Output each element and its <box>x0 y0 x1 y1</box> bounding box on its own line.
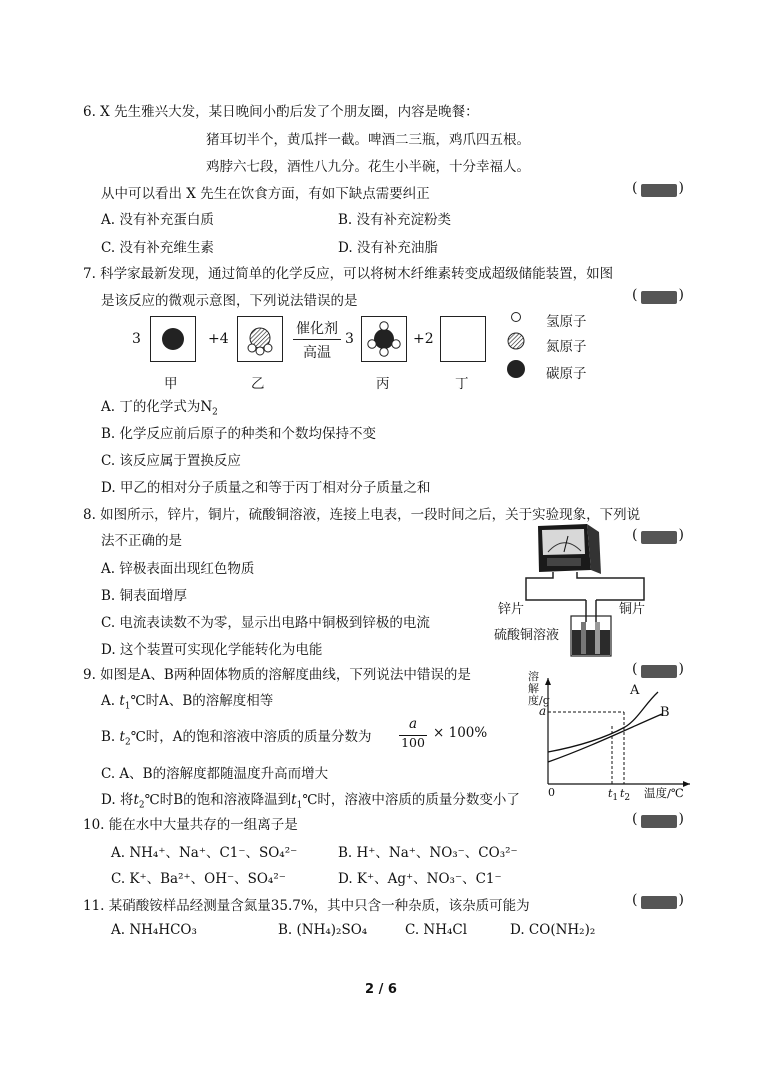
q10-answer-box <box>632 813 684 831</box>
redaction-block <box>641 815 677 828</box>
q8-stem-line2: 法不正确的是 <box>101 533 182 549</box>
q6-stem: 6. X 先生雅兴大发，某日晚间小酌后发了个朋友圈，内容是晚餐： <box>83 104 479 120</box>
q9-a-prefix: A. <box>101 693 116 709</box>
q8-option-a: A. 锌极表面出现红色物质 <box>101 561 255 577</box>
q9-a-t-sub: 1 <box>124 701 131 712</box>
page-number: 2 / 6 <box>365 982 397 997</box>
bracket-left: ( <box>632 661 638 677</box>
molecule-box-jia <box>150 316 196 362</box>
methane-molecule-icon <box>362 317 406 361</box>
solubility-graph <box>530 672 700 802</box>
q7-answer-box <box>632 289 684 307</box>
bracket-left: ( <box>632 527 638 543</box>
graph-t1-letter: t <box>608 787 613 800</box>
condition-catalyst: 催化剂 <box>296 321 338 337</box>
graph-origin: 0 <box>548 786 555 799</box>
q9-b-t: t <box>119 729 125 745</box>
q6-poem-line2: 鸡脖六七段，酒性八九分。花生小半碗，十分幸福人。 <box>206 159 530 175</box>
bracket-right: ) <box>678 527 684 543</box>
molecule-box-yi <box>237 316 283 362</box>
q7-option-d: D. 甲乙的相对分子质量之和等于丙丁相对分子质量之和 <box>101 480 431 496</box>
q6-poem-line1: 猪耳切半个，黄瓜拌一截。啤酒二三瓶，鸡爪四五根。 <box>206 132 530 148</box>
q7-stem-line1: 7. 科学家最新发现，通过简单的化学反应，可以将树木纤维素转变成超级储能装置，如图 <box>83 266 614 282</box>
q9-d-prefix: D. 将 <box>101 792 134 808</box>
redaction-block <box>641 896 677 909</box>
bracket-right: ) <box>678 892 684 908</box>
graph-t2 <box>620 787 630 803</box>
molecule-box-ding <box>440 316 486 362</box>
q10-stem: 10. 能在水中大量共存的一组离子是 <box>83 817 298 833</box>
q10-option-b: B. H⁺、Na⁺、NO₃⁻、CO₃²⁻ <box>338 845 518 861</box>
q11-option-d: D. CO(NH₂)₂ <box>510 922 596 938</box>
atom-legend-icons <box>503 311 529 381</box>
coef-ding: +2 <box>413 331 434 347</box>
label-copper-sulfate: 硫酸铜溶液 <box>494 628 560 643</box>
q9-b-num: a <box>408 716 418 732</box>
q9-b-prefix: B. <box>101 729 116 745</box>
q7-stem-line2: 是该反应的微观示意图，下列说法错误的是 <box>101 293 358 309</box>
graph-xlabel: 温度/℃ <box>644 786 684 800</box>
q8-option-b: B. 铜表面增厚 <box>101 588 188 604</box>
q8-option-d: D. 这个装置可实现化学能转化为电能 <box>101 642 323 658</box>
q11-answer-box <box>632 894 684 912</box>
bracket-left: ( <box>632 811 638 827</box>
q9-a-t: t <box>119 693 125 709</box>
q9-option-d <box>101 788 520 811</box>
q7-option-c: C. 该反应属于置换反应 <box>101 453 241 469</box>
bracket-left: ( <box>632 180 638 196</box>
ammonia-molecule-icon <box>238 317 282 361</box>
graph-t1-sub: 1 <box>612 793 619 804</box>
carbon-atom-icon <box>151 317 195 361</box>
q10-option-d: D. K⁺、Ag⁺、NO₃⁻、C1⁻ <box>338 871 502 887</box>
label-jia: 甲 <box>164 376 178 392</box>
q9-d-t2-sub: 2 <box>138 800 145 811</box>
molecule-box-bing <box>361 316 407 362</box>
q9-b-fraction-num <box>399 716 427 732</box>
curve-b-label: B <box>660 705 670 720</box>
curve-a <box>548 692 658 752</box>
q10-option-a: A. NH₄⁺、Na⁺、C1⁻、SO₄²⁻ <box>111 845 298 861</box>
coef-bing: 3 <box>345 331 354 347</box>
graph-t1 <box>608 787 618 803</box>
label-bing: 丙 <box>376 376 390 392</box>
q9-b-text: ℃时，A的饱和溶液中溶质的质量分数为 <box>130 729 372 745</box>
q7-option-a <box>101 395 218 418</box>
legend-hydrogen: 氢原子 <box>546 314 587 330</box>
bracket-right: ) <box>678 287 684 303</box>
q9-b-suffix: × 100% <box>433 725 488 741</box>
redaction-block <box>641 184 677 197</box>
label-copper: 铜片 <box>619 602 646 617</box>
q9-option-b <box>101 725 372 748</box>
q10-option-c: C. K⁺、Ba²⁺、OH⁻、SO₄²⁻ <box>111 871 286 887</box>
q6-question: 从中可以看出 X 先生在饮食方面，有如下缺点需要纠正 <box>101 186 430 202</box>
graph-a-label: a <box>539 704 547 718</box>
graph-t2-letter: t <box>620 787 625 800</box>
q11-option-a: A. NH₄HCO₃ <box>111 922 197 938</box>
curve-b <box>548 714 662 762</box>
graph-ylabel: 溶解度/g <box>528 670 550 707</box>
bracket-right: ) <box>678 180 684 196</box>
q6-answer-box <box>632 182 684 200</box>
q6-option-d: D. 没有补充油脂 <box>338 240 438 256</box>
bracket-left: ( <box>632 892 638 908</box>
q9-d-mid: ℃时B的饱和溶液降温到 <box>144 792 292 808</box>
q11-option-c: C. NH₄Cl <box>405 922 468 938</box>
q9-a-text: ℃时A、B的溶解度相等 <box>130 693 274 709</box>
reaction-arrow-line <box>293 339 341 340</box>
q9-d-text: ℃时，溶液中溶质的质量分数变小了 <box>302 792 520 808</box>
bracket-left: ( <box>632 287 638 303</box>
legend-carbon: 碳原子 <box>546 366 587 382</box>
q9-b-fraction-den: 100 <box>401 735 425 750</box>
graph-a-tick <box>539 704 546 718</box>
legend-nitrogen: 氮原子 <box>546 339 587 355</box>
q9-b-t-sub: 2 <box>124 737 131 748</box>
bracket-right: ) <box>678 661 684 677</box>
condition-heat: 高温 <box>303 345 331 361</box>
q9-option-a <box>101 689 273 712</box>
coef-yi: +4 <box>208 331 229 347</box>
q7-option-b: B. 化学反应前后原子的种类和个数均保持不变 <box>101 426 377 442</box>
q8-option-c: C. 电流表读数不为零，显示出电路中铜极到锌极的电流 <box>101 615 430 631</box>
bracket-right: ) <box>678 811 684 827</box>
q11-option-b: B. (NH₄)₂SO₄ <box>278 922 368 938</box>
coef-jia: 3 <box>132 331 141 347</box>
q7-option-a-text: A. 丁的化学式为N <box>101 399 213 415</box>
q11-stem: 11. 某硝酸铵样品经测量含氮量35.7%，其中只含一种杂质，该杂质可能为 <box>83 898 530 914</box>
q9-d-t2: t <box>133 792 139 808</box>
q6-option-a: A. 没有补充蛋白质 <box>101 212 214 228</box>
q7-option-a-sub: 2 <box>212 407 218 418</box>
redaction-block <box>641 291 677 304</box>
q9-stem: 9. 如图是A、B两种固体物质的溶解度曲线，下列说法中错误的是 <box>83 667 471 683</box>
graph-t2-sub: 2 <box>624 793 631 804</box>
label-ding: 丁 <box>455 376 469 392</box>
q6-option-b: B. 没有补充淀粉类 <box>338 212 452 228</box>
label-zinc: 锌片 <box>498 602 525 617</box>
q9-d-t1: t <box>291 792 297 808</box>
q9-d-t1-sub: 1 <box>296 800 303 811</box>
curve-a-label: A <box>630 683 640 698</box>
q8-stem-line1: 8. 如图所示，锌片，铜片，硫酸铜溶液，连接上电表，一段时间之后，关于实验现象，下列说 <box>83 507 641 523</box>
q6-option-c: C. 没有补充维生素 <box>101 240 214 256</box>
label-yi: 乙 <box>251 376 265 392</box>
q9-option-c: C. A、B的溶解度都随温度升高而增大 <box>101 766 329 782</box>
